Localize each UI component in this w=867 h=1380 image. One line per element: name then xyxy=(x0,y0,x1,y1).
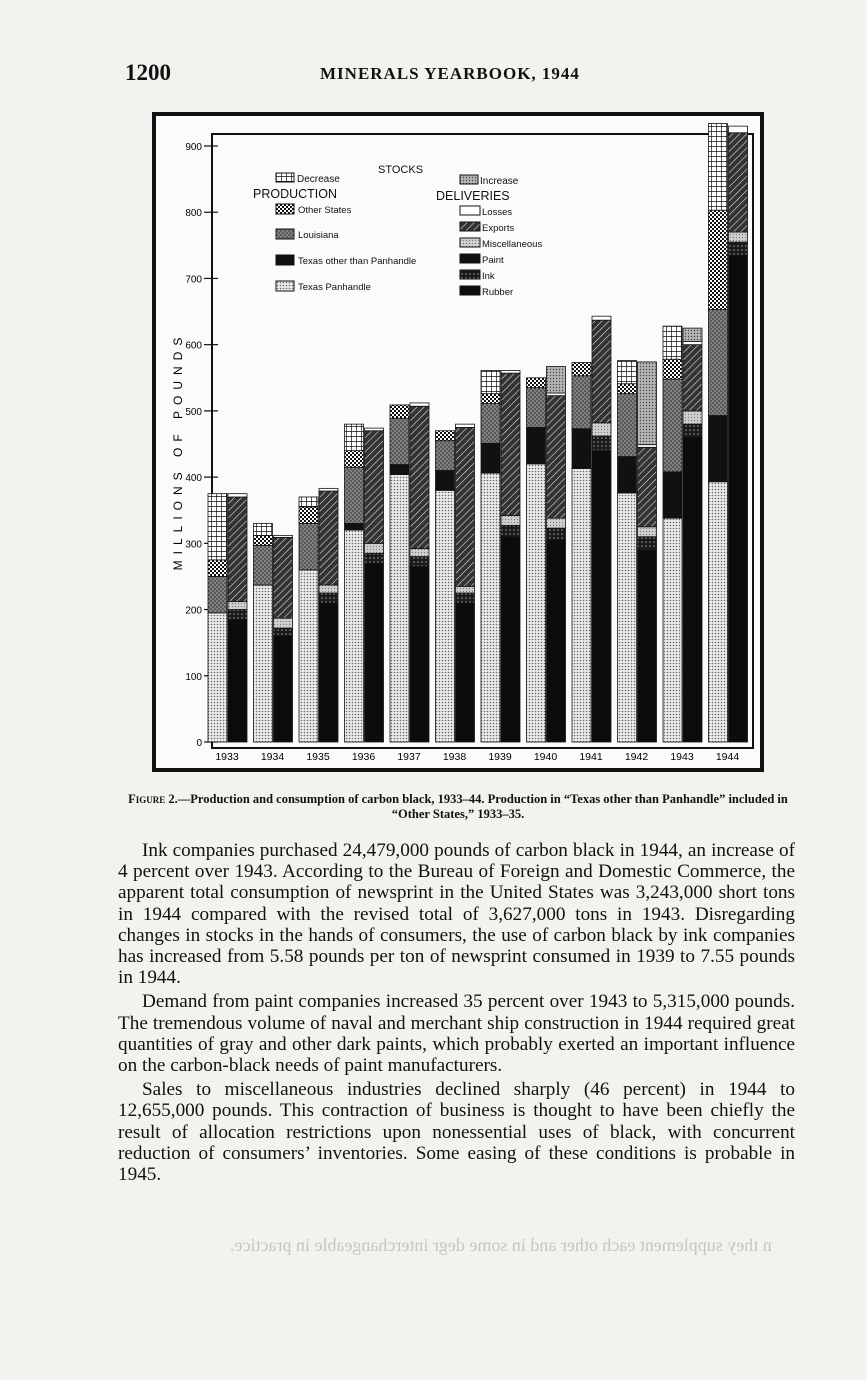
bar-production-1939-texas-other-than-panhandle xyxy=(481,443,500,473)
bar-deliveries-1944-exports xyxy=(729,133,748,232)
legend-heading-deliveries: DELIVERIES xyxy=(436,189,510,203)
y-tick-label-100: 100 xyxy=(185,671,202,683)
legend-label-production-1: Louisiana xyxy=(298,230,339,241)
bar-production-1939-other-states xyxy=(481,394,500,404)
paragraph-ink: Ink companies purchased 24,479,000 pounds of carbon black in 1944, an increase of 4 percent over 1943. According to the Bureau of Foreign and Domestic Commerce, the apparent total consumption of newsprint in the United States was 3,243,000 short tons in 1944 compared with the revised total of 3,627,000 tons in 1943. Disregarding changes in stocks in the hands of consumers, the use of carbon black by ink companies has increased from 5.58 pounds per ton of newsprint consumed in 1939 to 7.55 pounds in 1944. xyxy=(118,840,795,989)
bar-deliveries-1938-rubber xyxy=(456,603,475,742)
y-tick-label-700: 700 xyxy=(185,274,202,286)
bar-deliveries-1939-miscellaneous xyxy=(501,516,520,526)
bar-deliveries-1942-stocks-increase xyxy=(638,362,657,445)
legend-swatch-production-1 xyxy=(276,229,294,239)
bar-deliveries-1936-miscellaneous xyxy=(365,543,384,553)
bar-deliveries-1939-exports xyxy=(501,373,520,515)
y-tick-label-300: 300 xyxy=(185,539,202,551)
bar-production-1937-other-states xyxy=(390,405,409,418)
legend-label-delivery-3: Paint xyxy=(482,255,504,266)
bar-production-1937-louisiana xyxy=(390,418,409,464)
y-tick-label-0: 0 xyxy=(196,738,202,749)
bar-production-1944-louisiana xyxy=(709,310,728,416)
bar-production-1936-texas-other-than-panhandle xyxy=(345,523,364,530)
bar-production-1939-louisiana xyxy=(481,404,500,444)
x-label-1941: 1941 xyxy=(579,751,603,763)
bar-production-1939-stocks-decrease xyxy=(481,370,500,393)
bar-deliveries-1944-rubber xyxy=(729,255,748,742)
legend-swatch-increase xyxy=(460,175,478,184)
bar-production-1944-stocks-decrease xyxy=(709,123,728,210)
bar-deliveries-1935-ink xyxy=(319,593,338,603)
bar-deliveries-1936-rubber xyxy=(365,563,384,742)
y-tick-label-800: 800 xyxy=(185,208,202,220)
bar-production-1943-other-states xyxy=(663,359,682,379)
x-label-1938: 1938 xyxy=(442,751,467,763)
bar-production-1936-louisiana xyxy=(345,467,364,523)
legend-swatch-delivery-2 xyxy=(460,238,480,247)
running-title: MINERALS YEARBOOK, 1944 xyxy=(320,64,580,83)
figure-caption-text: —Production and consumption of carbon black, 1933–44. Production in “Texas other than Panhandle” included in “Other States,” 1933–35. xyxy=(177,792,788,821)
bar-production-1934-texas-panhandle xyxy=(254,585,273,742)
bar-deliveries-1941-miscellaneous xyxy=(592,423,611,436)
legend-label-delivery-2: Miscellaneous xyxy=(482,239,543,250)
bar-deliveries-1943-miscellaneous xyxy=(683,411,702,424)
figure-caption xyxy=(118,792,798,822)
legend-swatch-delivery-1 xyxy=(460,222,480,231)
bar-production-1938-other-states xyxy=(436,431,455,441)
bar-deliveries-1943-exports xyxy=(683,345,702,411)
bar-deliveries-1938-miscellaneous xyxy=(456,586,475,593)
legend-heading-stocks: STOCKS xyxy=(378,164,424,176)
bar-deliveries-1933-ink xyxy=(228,610,247,620)
bar-production-1942-other-states xyxy=(618,384,637,394)
bar-deliveries-1934-rubber xyxy=(274,636,293,742)
bar-deliveries-1941-exports xyxy=(592,320,611,423)
legend-label-production-3: Texas Panhandle xyxy=(298,282,371,293)
bar-deliveries-1941-ink xyxy=(592,436,611,451)
bar-production-1934-stocks-decrease xyxy=(254,523,273,535)
body-text xyxy=(118,840,795,1185)
bar-deliveries-1937-miscellaneous xyxy=(410,549,429,557)
legend-label-delivery-0: Losses xyxy=(482,207,513,218)
bar-deliveries-1940-rubber xyxy=(547,540,566,742)
bar-deliveries-1939-rubber xyxy=(501,537,520,742)
y-tick-label-500: 500 xyxy=(185,406,202,418)
bar-production-1942-louisiana xyxy=(618,394,637,457)
legend-label-increase: Increase xyxy=(480,176,519,187)
x-label-1942: 1942 xyxy=(624,751,649,763)
legend-label-delivery-4: Ink xyxy=(482,271,495,282)
x-axis-labels xyxy=(215,751,739,763)
bar-deliveries-1935-losses xyxy=(319,488,338,491)
bar-deliveries-1940-miscellaneous xyxy=(547,518,566,528)
bar-production-1942-stocks-decrease xyxy=(618,361,637,384)
bar-deliveries-1936-losses xyxy=(365,428,384,431)
y-tick-label-900: 900 xyxy=(185,142,202,153)
bar-production-1933-texas-panhandle xyxy=(208,613,227,742)
bar-production-1944-texas-panhandle xyxy=(709,482,728,742)
bar-production-1934-other-states xyxy=(254,535,273,545)
figure-label: Figure 2. xyxy=(128,792,178,806)
bleed-through-text: n they supplement each other and in some degr interchangeable in practice. xyxy=(230,1235,772,1255)
bar-deliveries-1939-ink xyxy=(501,525,520,536)
bar-deliveries-1934-ink xyxy=(274,628,293,636)
bar-production-1943-louisiana xyxy=(663,379,682,472)
bar-deliveries-1935-exports xyxy=(319,491,338,585)
bar-production-1937-texas-other-than-panhandle xyxy=(390,465,409,475)
bar-deliveries-1936-ink xyxy=(365,553,384,563)
bar-deliveries-1937-exports xyxy=(410,406,429,548)
page-header xyxy=(120,60,800,90)
bar-deliveries-1937-ink xyxy=(410,557,429,567)
chart-legend xyxy=(253,164,542,298)
legend-swatch-delivery-4 xyxy=(460,270,480,279)
x-label-1937: 1937 xyxy=(397,751,421,763)
x-label-1939: 1939 xyxy=(488,751,512,763)
bar-production-1935-other-states xyxy=(299,507,318,524)
bar-production-1942-texas-panhandle xyxy=(618,493,637,742)
legend-label-production-0: Other States xyxy=(298,205,352,216)
bar-production-1944-texas-other-than-panhandle xyxy=(709,416,728,482)
legend-swatch-delivery-3 xyxy=(460,254,480,263)
bar-deliveries-1944-ink xyxy=(729,242,748,255)
bar-production-1941-texas-panhandle xyxy=(572,469,591,742)
bar-deliveries-1938-losses xyxy=(456,424,475,427)
bar-production-1941-louisiana xyxy=(572,376,591,429)
bar-deliveries-1936-exports xyxy=(365,431,384,544)
bar-deliveries-1934-losses xyxy=(274,535,293,537)
page-number: 1200 xyxy=(125,60,171,85)
y-axis-title: MILLIONS OF POUNDS xyxy=(171,331,185,571)
bar-production-1935-louisiana xyxy=(299,523,318,569)
legend-label-delivery-1: Exports xyxy=(482,223,515,234)
legend-swatch-production-0 xyxy=(276,204,294,214)
bar-deliveries-1942-exports xyxy=(638,447,657,526)
bar-deliveries-1943-stocks-increase xyxy=(683,328,702,341)
x-label-1943: 1943 xyxy=(670,751,694,763)
bar-production-1940-other-states xyxy=(527,378,546,388)
bar-production-1943-texas-panhandle xyxy=(663,518,682,742)
x-label-1940: 1940 xyxy=(533,751,558,763)
bar-production-1938-texas-panhandle xyxy=(436,490,455,742)
legend-swatch-production-3 xyxy=(276,281,294,291)
legend-swatch-delivery-0 xyxy=(460,206,480,215)
carbon-black-chart xyxy=(156,116,760,768)
legend-label-delivery-5: Rubber xyxy=(482,287,514,298)
bar-production-1943-texas-other-than-panhandle xyxy=(663,472,682,518)
legend-heading-production: PRODUCTION xyxy=(253,187,338,201)
legend-swatch-decrease xyxy=(276,173,294,182)
bar-production-1940-texas-other-than-panhandle xyxy=(527,427,546,463)
bar-deliveries-1933-exports xyxy=(228,497,247,602)
bar-production-1937-texas-panhandle xyxy=(390,474,409,742)
bar-deliveries-1933-rubber xyxy=(228,619,247,742)
y-tick-label-200: 200 xyxy=(185,605,202,617)
bar-deliveries-1939-losses xyxy=(501,370,520,373)
bar-deliveries-1942-miscellaneous xyxy=(638,527,657,537)
bar-deliveries-1940-stocks-increase xyxy=(547,367,566,393)
bar-deliveries-1935-rubber xyxy=(319,603,338,742)
bar-deliveries-1943-losses xyxy=(683,341,702,344)
bar-production-1943-stocks-decrease xyxy=(663,326,682,359)
legend-swatch-delivery-5 xyxy=(460,286,480,295)
bar-deliveries-1940-ink xyxy=(547,528,566,540)
bar-production-1933-stocks-decrease xyxy=(208,494,227,560)
bar-deliveries-1941-rubber xyxy=(592,451,611,742)
bar-production-1939-texas-panhandle xyxy=(481,473,500,742)
bar-production-1934-louisiana xyxy=(254,545,273,585)
bar-deliveries-1943-rubber xyxy=(683,437,702,742)
bar-production-1936-texas-panhandle xyxy=(345,530,364,742)
bar-deliveries-1937-losses xyxy=(410,403,429,406)
bar-deliveries-1943-ink xyxy=(683,424,702,437)
x-label-1934: 1934 xyxy=(260,751,285,763)
bar-production-1940-texas-panhandle xyxy=(527,464,546,742)
x-label-1935: 1935 xyxy=(306,751,330,763)
y-tick-label-400: 400 xyxy=(185,473,202,485)
bar-deliveries-1933-losses xyxy=(228,494,247,497)
bar-deliveries-1941-losses xyxy=(592,316,611,320)
bar-deliveries-1933-miscellaneous xyxy=(228,602,247,610)
bar-deliveries-1942-ink xyxy=(638,537,657,550)
bar-deliveries-1938-exports xyxy=(456,427,475,586)
bar-deliveries-1944-miscellaneous xyxy=(729,232,748,242)
bar-deliveries-1944-losses xyxy=(729,126,748,133)
bar-deliveries-1934-miscellaneous xyxy=(274,618,293,628)
y-tick-label-600: 600 xyxy=(185,340,202,352)
bar-production-1936-other-states xyxy=(345,451,364,468)
bar-deliveries-1935-miscellaneous xyxy=(319,585,338,593)
bar-production-1938-louisiana xyxy=(436,441,455,471)
x-label-1936: 1936 xyxy=(351,751,376,763)
bar-production-1935-stocks-decrease xyxy=(299,497,318,507)
bar-production-1935-texas-panhandle xyxy=(299,570,318,742)
figure-frame xyxy=(152,112,764,772)
x-label-1944: 1944 xyxy=(715,751,740,763)
bar-deliveries-1940-exports xyxy=(547,396,566,519)
legend-label-production-2: Texas other than Panhandle xyxy=(298,256,417,267)
bar-production-1938-texas-other-than-panhandle xyxy=(436,470,455,490)
paragraph-miscellaneous: Sales to miscellaneous industries declined sharply (46 percent) in 1944 to 12,655,000 pounds. This contraction of business is thought to have been chiefly the result of allocation restrictions upon nonessential uses of black, with concurrent reduction of consumers’ inventories. Some easing of these conditions is probable in 1945. xyxy=(118,1079,795,1186)
bar-production-1933-louisiana xyxy=(208,576,227,612)
bar-deliveries-1934-exports xyxy=(274,537,293,618)
bar-deliveries-1942-rubber xyxy=(638,550,657,742)
bar-production-1941-texas-other-than-panhandle xyxy=(572,429,591,469)
bar-production-1942-texas-other-than-panhandle xyxy=(618,457,637,493)
paragraph-paint: Demand from paint companies increased 35 percent over 1943 to 5,315,000 pounds. The tremendous volume of naval and merchant ship construction in 1944 required great quantities of gray and other dark paints, which probably exerted an important influence on the carbon-black needs of paint manufacturers. xyxy=(118,991,795,1077)
bar-production-1944-other-states xyxy=(709,210,728,309)
bar-production-1940-louisiana xyxy=(527,388,546,428)
bar-deliveries-1937-rubber xyxy=(410,567,429,742)
legend-swatch-production-2 xyxy=(276,255,294,265)
bar-production-1933-other-states xyxy=(208,560,227,577)
bar-deliveries-1938-ink xyxy=(456,593,475,603)
x-label-1933: 1933 xyxy=(215,751,239,763)
legend-label-decrease: Decrease xyxy=(297,174,340,185)
bar-production-1941-other-states xyxy=(572,363,591,376)
bar-series xyxy=(208,123,748,742)
bar-production-1936-stocks-decrease xyxy=(345,424,364,450)
